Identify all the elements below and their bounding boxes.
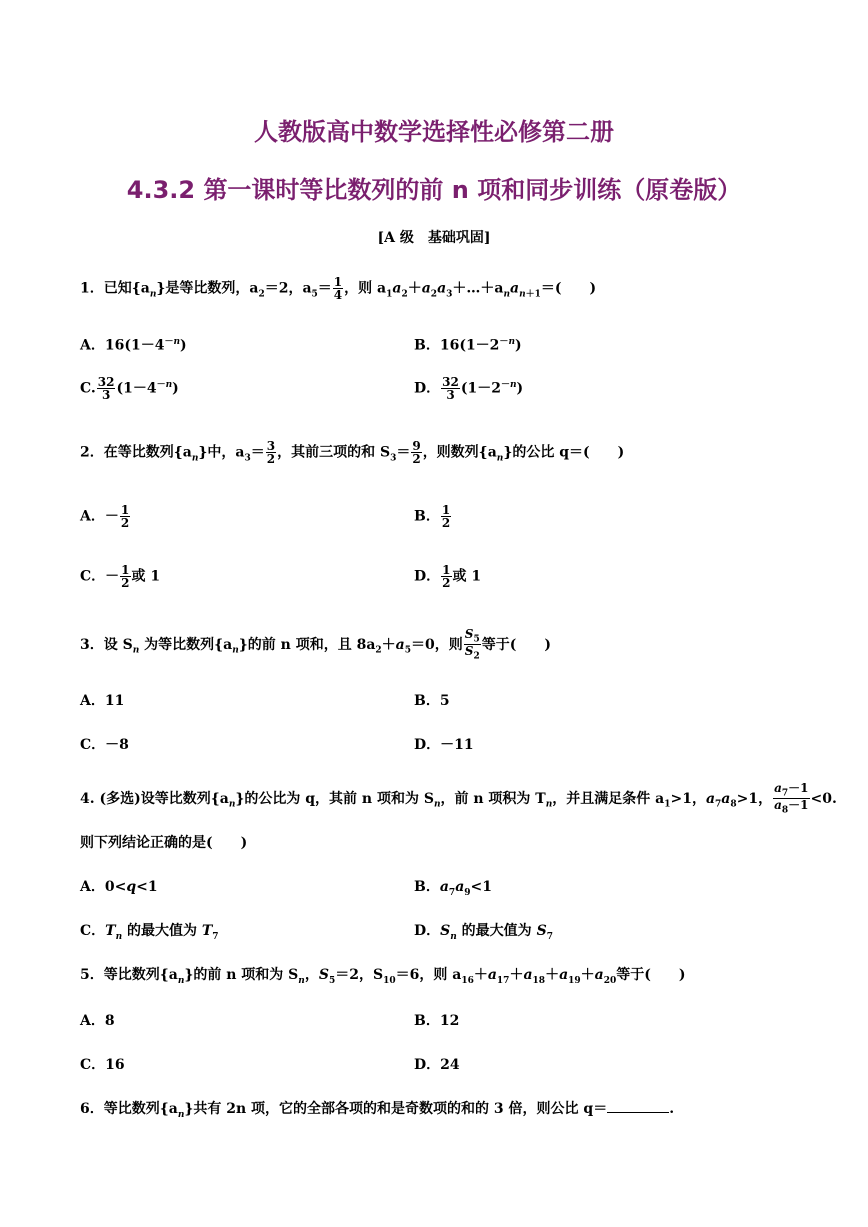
q5-option-c: C．16 — [80, 1057, 125, 1073]
question-1: 1．已知$\{a_n\}$是等比数列，$a_2=2$，$a_5=$ $\frac{1}{4}$ ，则 $a_1a_2+a_2a_3+\dots+a_na_{n+1}=$( ) — [80, 275, 597, 302]
q1-option-a: A．$16(1-4^{-n})$ — [80, 337, 187, 354]
q5-option-d: D．24 — [414, 1057, 460, 1073]
question-4-line2: 则下列结论正确的是( ) — [80, 835, 248, 851]
q5-option-a: A．8 — [80, 1013, 115, 1029]
question-5: 5．等比数列$\{a_n\}$的前 n 项和为 $S_n$，$S_5=2$，$S_{10}=6$，则 $a_{16}+a_{17}+a_{18}+a_{19}+a_{20}$等于( ) — [80, 967, 686, 986]
question-2: 2．在等比数列$\{a_n\}$中，$a_3=$ $\frac{3}{2}$ ，其前三项的和 $S_3=$ $\frac{9}{2}$ ，则数列$\{a_n\}$的公比 q＝( ) — [80, 439, 625, 466]
question-4: 4. (多选)设等比数列$\{a_n\}$的公比为 q，其前 n 项和为 $S_n$，前 n 项积为 $T_n$，并且满足条件 $a_1>1$，$a_7a_8>1$， $\frac{a_7-1}{a_8-1}$ <0. — [80, 781, 837, 816]
q3-option-c: C．－8 — [80, 737, 129, 753]
q1-option-d: D． $\frac{32}{3}$ $(1-2^{-n})$ — [414, 375, 524, 402]
document-subtitle: 4.3.2 第一课时等比数列的前 n 项和同步训练（原卷版） — [126, 176, 742, 204]
q1-option-c: C. $\frac{32}{3}$ $(1-4^{-n})$ — [80, 375, 179, 402]
q3-option-b: B．5 — [414, 693, 450, 709]
question-6: 6．等比数列$\{a_n\}$共有 2n 项，它的全部各项的和是奇数项的和的 3 倍，则公比 q＝ . — [80, 1101, 675, 1120]
q3-option-d: D．－11 — [414, 737, 474, 753]
q4-option-d: D．$S_n$ 的最大值为 $S_7$ — [414, 923, 553, 942]
document-title: 人教版高中数学选择性必修第二册 — [254, 118, 614, 146]
q2-option-a: A．－ $\frac{1}{2}$ — [80, 503, 130, 530]
q4-option-b: B．$a_7a_9<1$ — [414, 879, 493, 898]
answer-blank[interactable] — [607, 1100, 669, 1113]
q1-option-b: B．$16(1-2^{-n})$ — [414, 337, 522, 354]
q2-option-d: D． $\frac{1}{2}$ 或 1 — [414, 563, 482, 590]
q2-option-b: B． $\frac{1}{2}$ — [414, 503, 451, 530]
question-3: 3．设 $S_n$ 为等比数列$\{a_n\}$的前 n 项和，且 $8a_2+a_5=0$，则 $\frac{S_5}{S_2}$ 等于( ) — [80, 627, 551, 662]
q2-option-c: C．－ $\frac{1}{2}$ 或 1 — [80, 563, 161, 590]
q4-option-a: A．0<q<1 — [80, 879, 158, 895]
section-label: [A 级 基础巩固] — [377, 230, 491, 246]
q4-option-c: C．$T_n$ 的最大值为 $T_7$ — [80, 923, 219, 942]
q5-option-b: B．12 — [414, 1013, 460, 1029]
q3-option-a: A．11 — [80, 693, 125, 709]
